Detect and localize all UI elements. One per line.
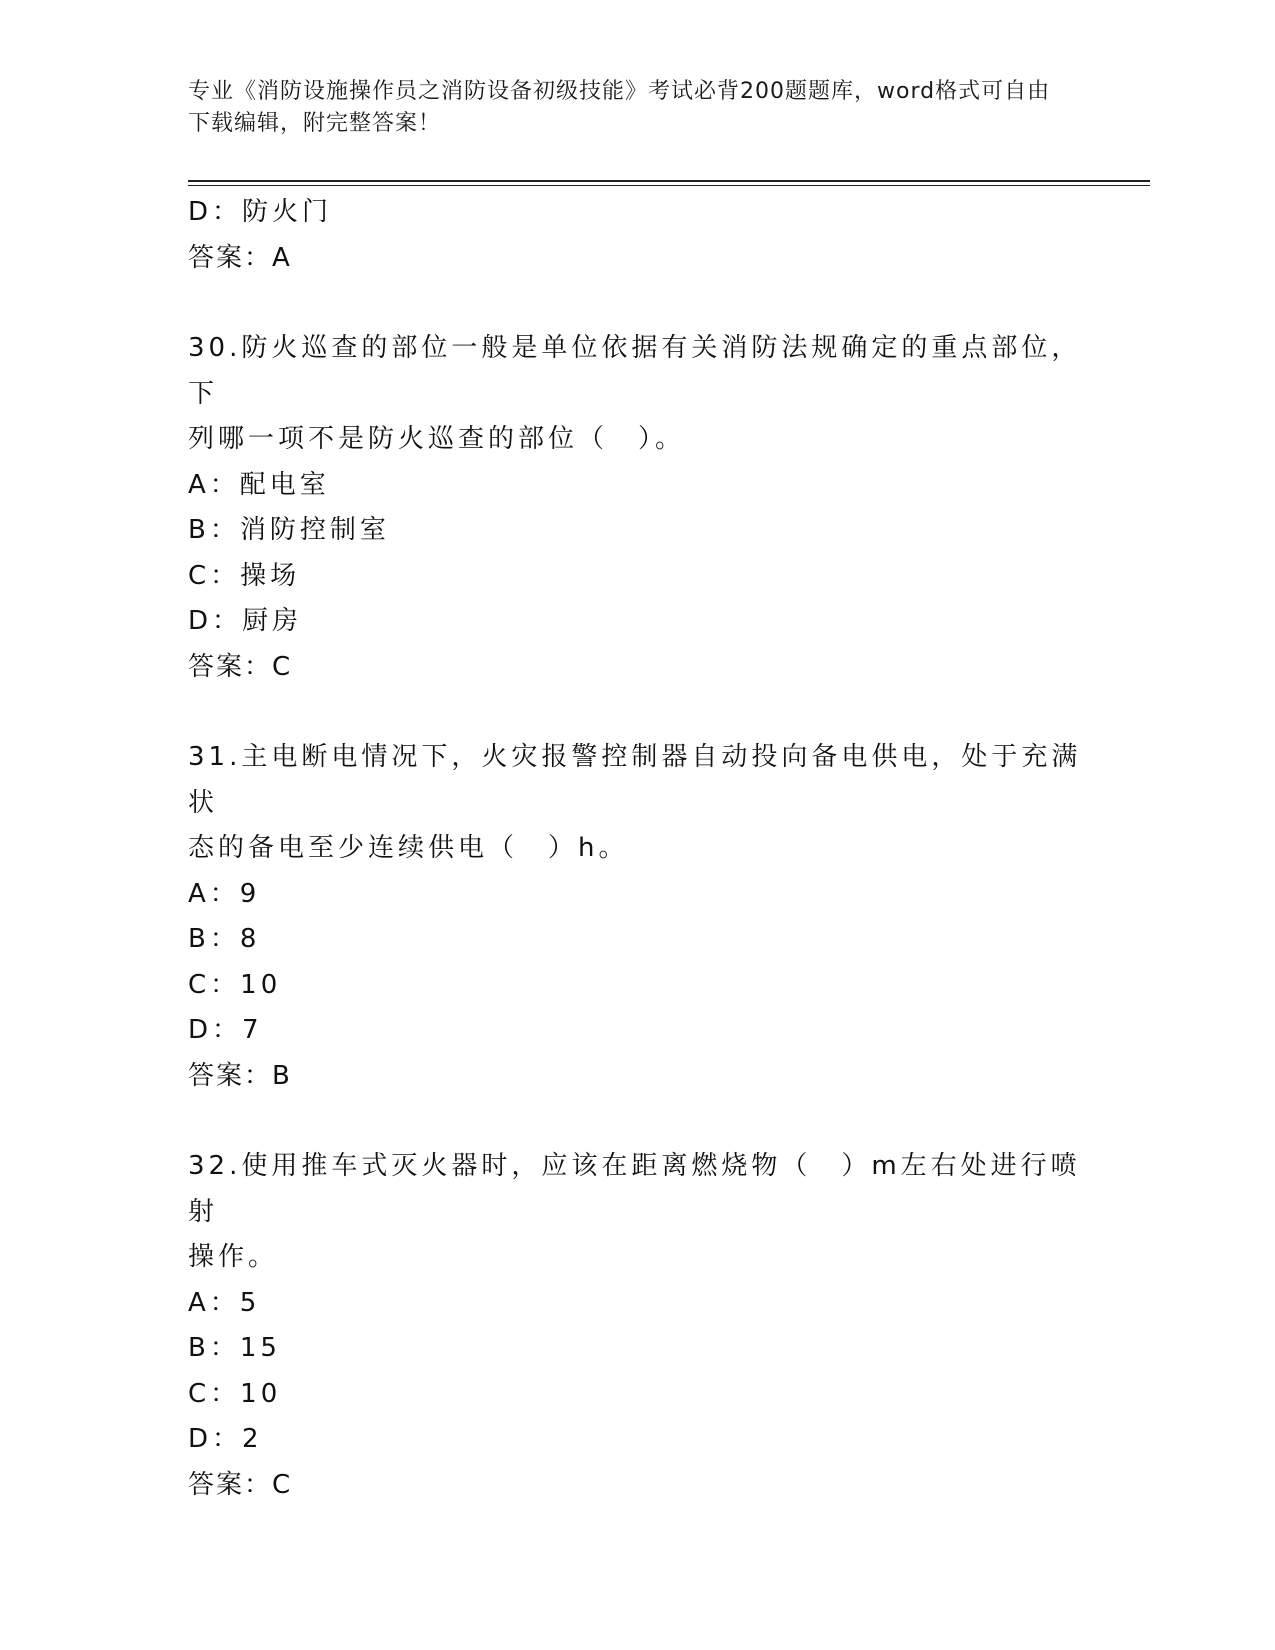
question-stem-line: 态的备电至少连续供电（ ）h。 [188,833,629,863]
previous-question-tail [188,190,1088,281]
option-a: A：9 [188,878,261,909]
question-30 [188,326,1088,690]
answer-line: 答案：A [188,242,292,273]
option-d: D：厨房 [188,606,303,636]
option-b: B：15 [188,1333,281,1363]
option-c: C：操场 [188,560,301,591]
header-divider-thick [188,180,1150,182]
option-d: D：7 [188,1015,263,1045]
option-b: B：8 [188,924,261,954]
document-header [188,76,1068,140]
question-31 [188,735,1088,1099]
option-d: D：2 [188,1424,263,1454]
spacer [188,1099,1088,1144]
question-stem-line: 操作。 [188,1242,279,1272]
question-32 [188,1144,1088,1508]
question-content [188,190,1088,1508]
option-a: A：配电室 [188,469,330,500]
header-divider-thin [188,185,1150,186]
option-b: B：消防控制室 [188,515,390,545]
option-d: D：防火门 [188,197,333,227]
answer-line: 答案：B [188,1060,292,1091]
spacer [188,690,1088,735]
spacer [188,281,1088,326]
answer-line: 答案：C [188,1469,293,1500]
option-c: C：10 [188,1378,282,1409]
option-a: A：5 [188,1287,261,1318]
question-stem-line: 32.使用推车式灭火器时，应该在距离燃烧物（ ）m左右处进行喷射 [188,1151,1081,1227]
option-c: C：10 [188,969,282,1000]
answer-line: 答案：C [188,651,293,682]
header-text: 专业《消防设施操作员之消防设备初级技能》考试必背200题题库，word格式可自由下载编辑，附完整答案！ [188,79,1051,136]
question-stem-line: 列哪一项不是防火巡查的部位（ ）。 [188,424,686,454]
question-stem-line: 30.防火巡查的部位一般是单位依据有关消防法规确定的重点部位，下 [188,333,1082,409]
question-stem-line: 31.主电断电情况下，火灾报警控制器自动投向备电供电，处于充满状 [188,742,1082,818]
